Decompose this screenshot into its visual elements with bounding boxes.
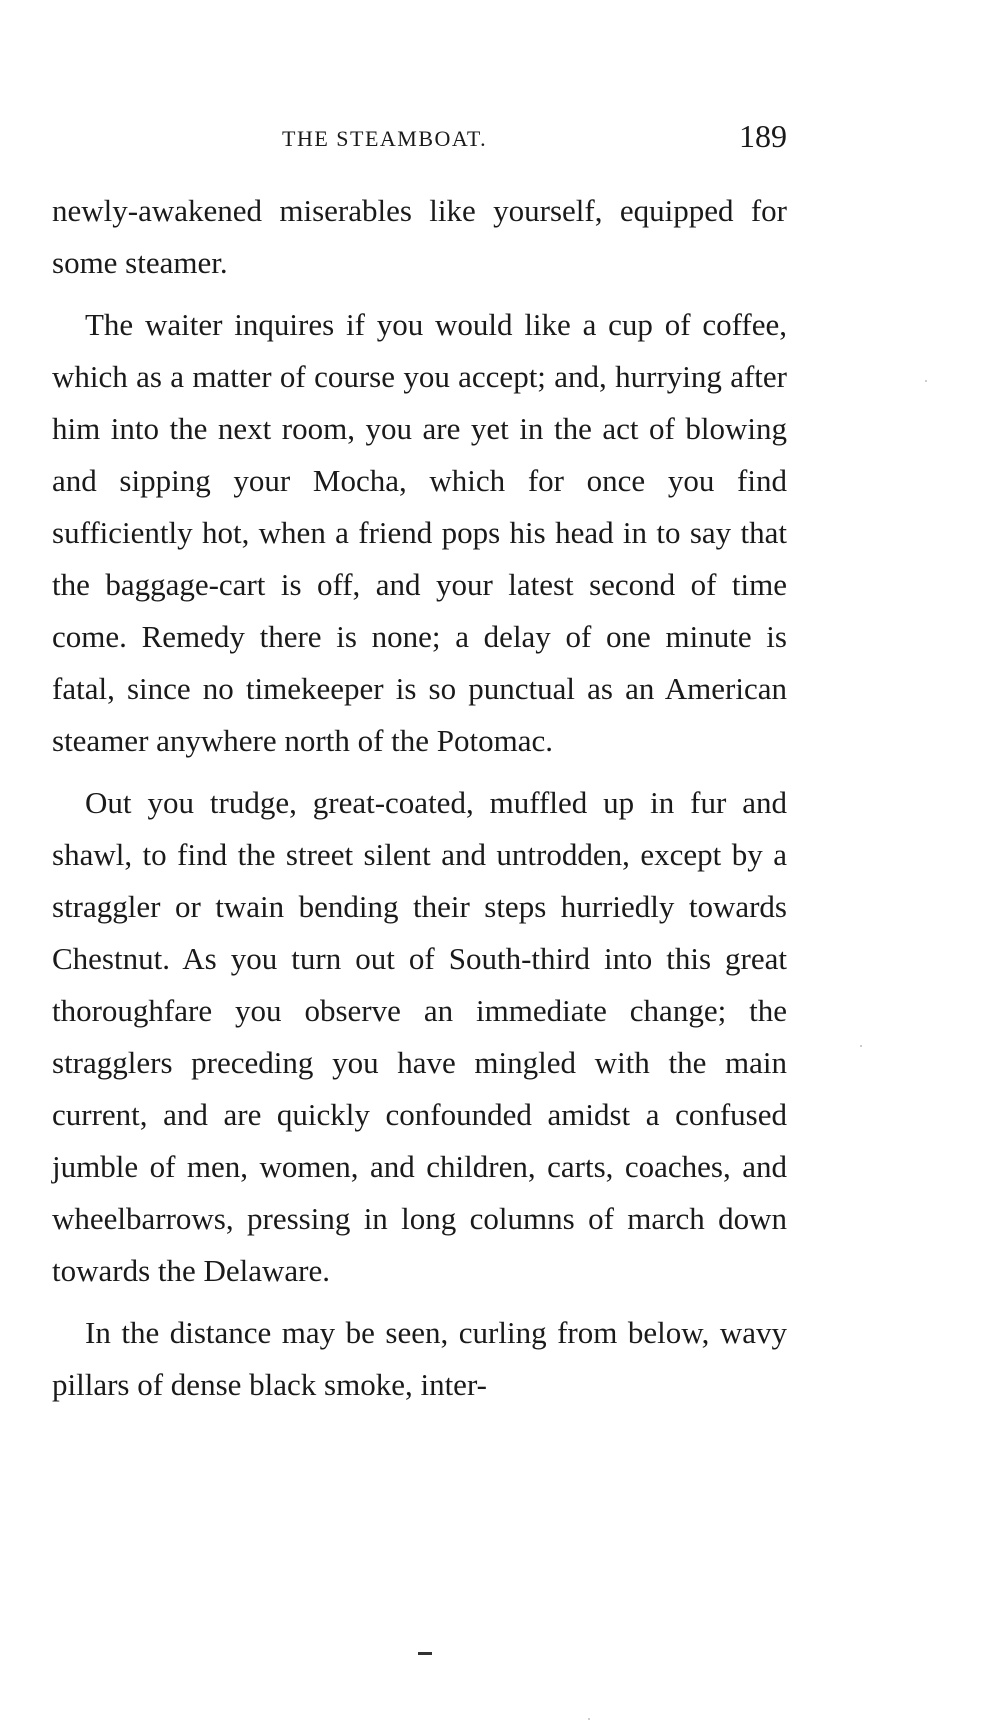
paragraph: In the distance may be seen, curling from below, wavy pillars of dense black smoke, inter- (52, 1315, 787, 1402)
body-text (52, 185, 787, 1421)
paper-speck (925, 380, 927, 382)
running-title: THE STEAMBOAT. (282, 126, 488, 151)
paper-speck (588, 1718, 590, 1720)
page-number: 189 (739, 118, 787, 154)
paper-speck (860, 1045, 862, 1047)
footer-mark (418, 1652, 432, 1655)
running-header (52, 118, 787, 158)
paragraph: Out you trudge, great-coated, muffled up in fur and shawl, to find the street silent and untrodden, except by a straggler or twain bending their steps hurriedly towards Chestnut. As you turn out of South-third into this great thoroughfare you observe an immediate change; the stragglers preceding you have mingled with the main current, and are quickly confounded amidst a confused jumble of men, women, and children, carts, coaches, and wheelbarrows, pressing in long columns of march down towards the Delaware. (52, 785, 787, 1288)
paragraph-continued: newly-awakened miserables like yourself, equipped for some steamer. (52, 193, 787, 280)
paragraph: The waiter inquires if you would like a cup of coffee, which as a matter of course you accept; and, hurrying after him into the next room, you are yet in the act of blowing and sipping your Mocha, which for once you find sufficiently hot, when a friend pops his head in to say that the baggage-cart is off, and your latest second of time come. Remedy there is none; a delay of one minute is fatal, since no timekeeper is so punctual as an American steamer anywhere north of the Potomac. (52, 307, 787, 758)
